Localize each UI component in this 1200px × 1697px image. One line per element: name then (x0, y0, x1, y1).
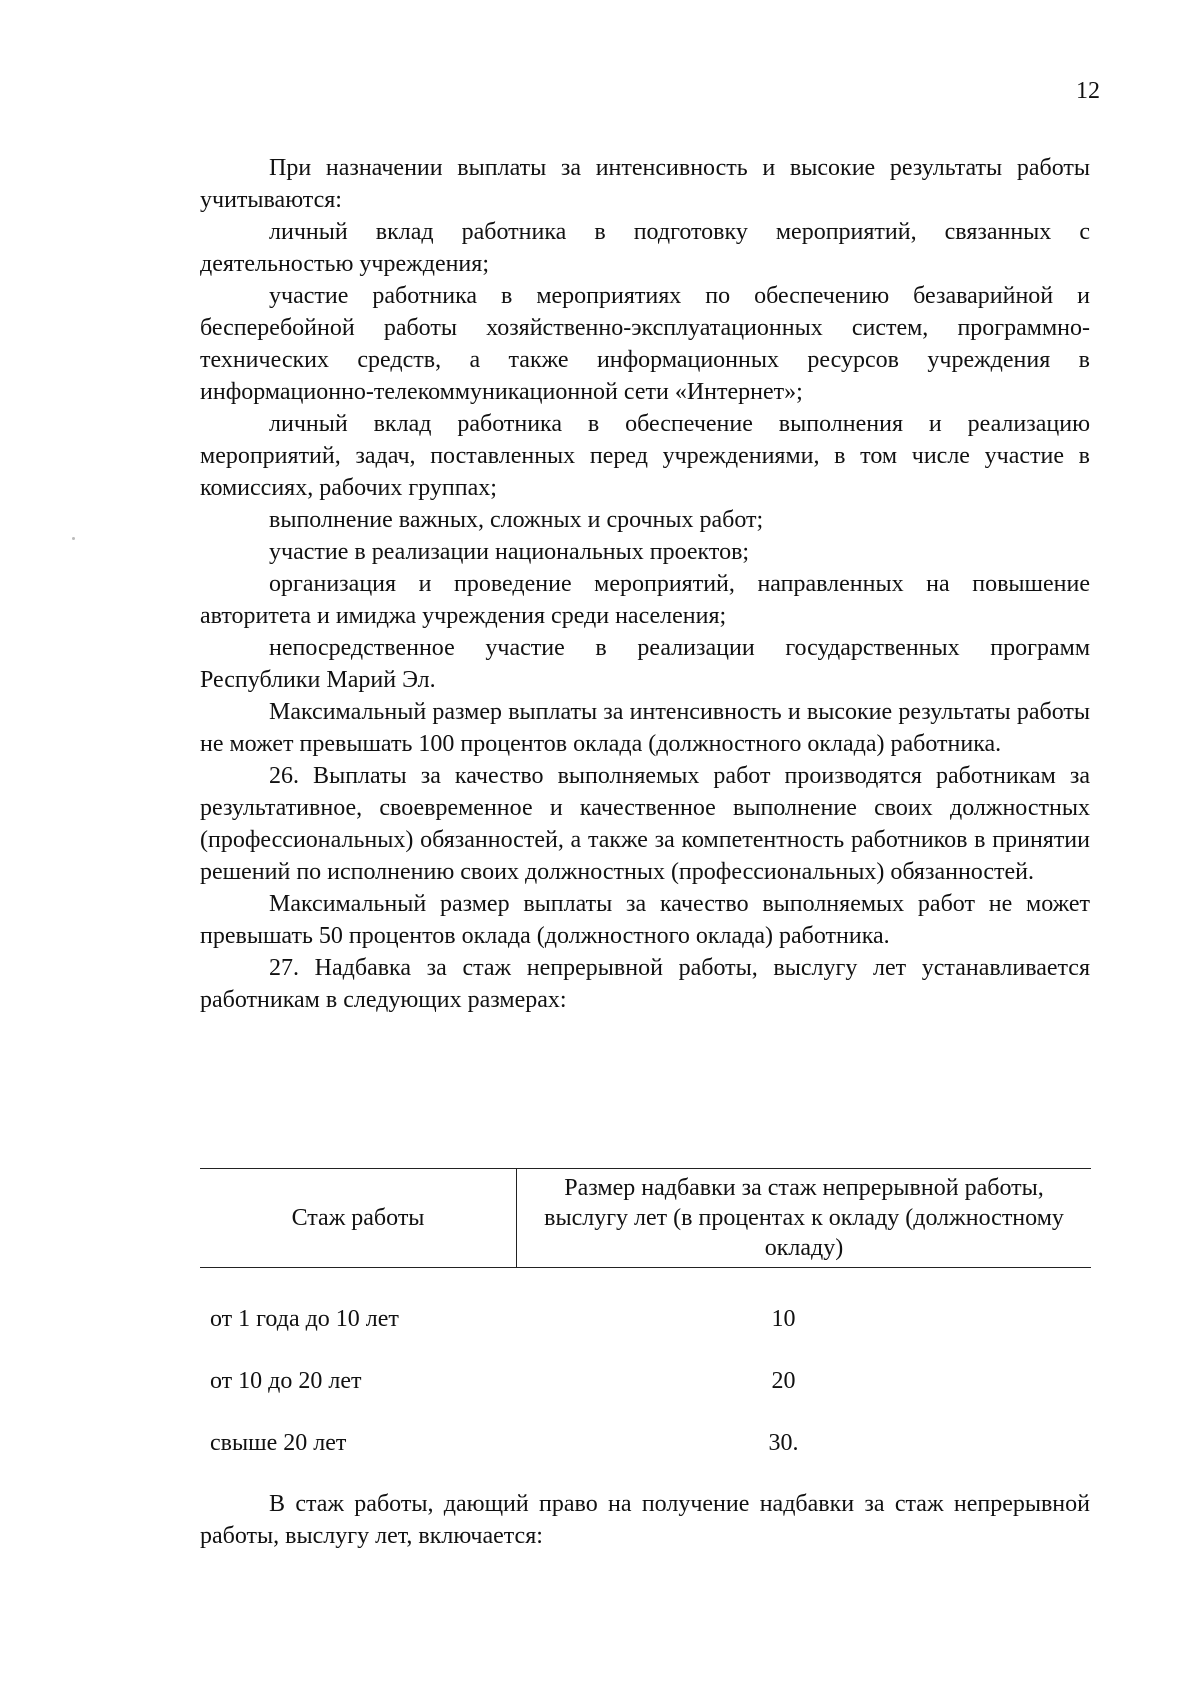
table-cell-period: от 10 до 20 лет (210, 1368, 362, 1394)
table-cell-percent: 30. (768, 1430, 799, 1456)
paragraph: 26. Выплаты за качество выполняемых работ производятся работникам за результативное, своевременное и качественное выполнение своих должностных (профессиональных) обязанностей, а также за компетентность работников в принятии решений по исполнению своих должностных (профессиональных) обязанностей. (200, 763, 1090, 885)
paragraph: участие в реализации национальных проектов; (269, 539, 750, 565)
paragraph: Максимальный размер выплаты за качество выполняемых работ не может превышать 50 процентов оклада (должностного оклада) работника. (200, 891, 1090, 949)
table-cell-period: от 1 года до 10 лет (210, 1306, 399, 1332)
paragraph: При назначении выплаты за интенсивность и высокие результаты работы учитываются: (200, 155, 1090, 213)
scan-speck (72, 537, 75, 540)
paragraph: участие работника в мероприятиях по обеспечению безаварийной и бесперебойной работы хозяйственно-эксплуатационных систем, программно-технических средств, а также информационных ресурсов учреждения в информационно-телекоммуникационной сети «Интернет»; (200, 283, 1090, 405)
paragraph: 27. Надбавка за стаж непрерывной работы, выслугу лет устанавливается работникам в следующих размерах: (200, 955, 1090, 1013)
paragraph: личный вклад работника в подготовку мероприятий, связанных с деятельностью учреждения; (200, 219, 1090, 277)
page-number: 12 (1076, 78, 1100, 104)
seniority-table (200, 1168, 1091, 1474)
table-header-period: Стаж работы (200, 1169, 517, 1267)
table-header (200, 1168, 1091, 1268)
paragraph: В стаж работы, дающий право на получение надбавки за стаж непрерывной работы, выслугу лет, включается: (200, 1491, 1090, 1549)
paragraph: непосредственное участие в реализации государственных программ Республики Марий Эл. (200, 635, 1090, 693)
paragraph: личный вклад работника в обеспечение выполнения и реализацию мероприятий, задач, поставленных перед учреждениями, в том числе участие в комиссиях, рабочих группах; (200, 411, 1090, 501)
after-table-text (200, 1488, 1090, 1552)
table-cell-percent: 10 (771, 1306, 796, 1332)
table-header-percent: Размер надбавки за стаж непрерывной работы, выслугу лет (в процентах к окладу (должностному окладу) (544, 1175, 1064, 1261)
body-text (200, 152, 1090, 1016)
table-row (200, 1288, 1091, 1350)
table-cell-period: свыше 20 лет (210, 1430, 347, 1456)
table-cell-percent: 20 (771, 1368, 796, 1394)
table-row (200, 1350, 1091, 1412)
table-row (200, 1412, 1091, 1474)
paragraph: Максимальный размер выплаты за интенсивность и высокие результаты работы не может превышать 100 процентов оклада (должностного оклада) работника. (200, 699, 1090, 757)
paragraph: выполнение важных, сложных и срочных работ; (269, 507, 764, 533)
paragraph: организация и проведение мероприятий, направленных на повышение авторитета и имиджа учреждения среди населения; (200, 571, 1090, 629)
